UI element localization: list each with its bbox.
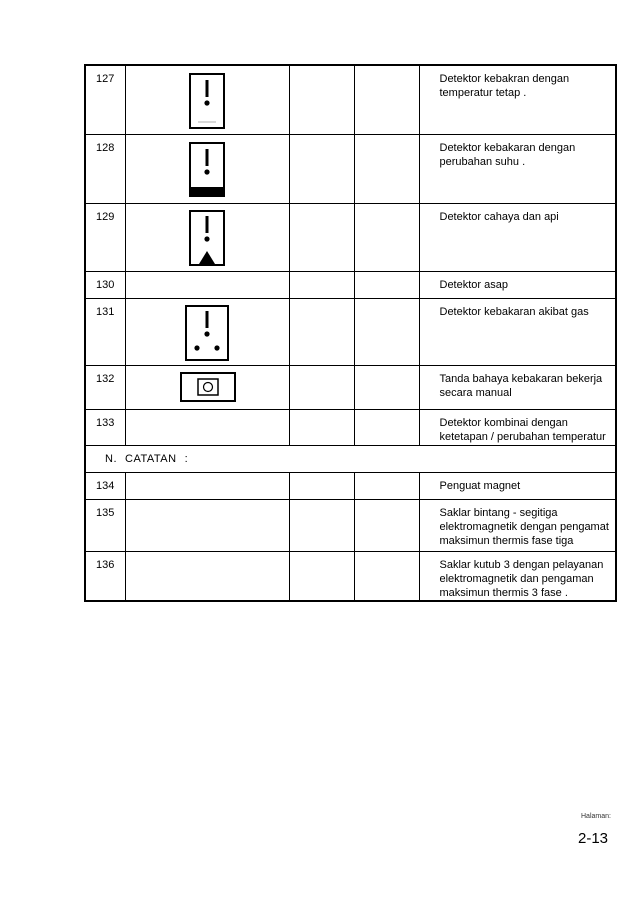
empty-cell	[289, 65, 354, 134]
row-number: 131	[85, 298, 125, 365]
row-description	[419, 271, 616, 298]
section-prefix: N.	[105, 452, 117, 465]
table-row	[85, 203, 616, 271]
empty-cell	[289, 203, 354, 271]
manual-call-point-icon	[180, 372, 236, 402]
row-number: 129	[85, 203, 125, 271]
row-number: 130	[85, 271, 125, 298]
symbol-cell	[125, 298, 289, 365]
description-line: ketetapan / perubahan temperatur	[439, 430, 606, 443]
description-line: Detektor kebakran dengan	[439, 73, 570, 85]
row-description	[419, 65, 616, 134]
empty-cell	[289, 365, 354, 409]
row-description	[419, 134, 616, 203]
empty-cell	[289, 409, 354, 445]
symbol-cell	[125, 409, 289, 445]
empty-cell	[354, 409, 419, 445]
description-line: Detektor kebakaran akibat gas	[439, 305, 589, 318]
symbol-cell	[125, 499, 289, 551]
empty-cell	[354, 65, 419, 134]
page-number: 2-13	[578, 830, 609, 847]
empty-cell	[289, 298, 354, 365]
empty-cell	[289, 271, 354, 298]
description-line: Saklar kutub 3 dengan pelayanan	[439, 558, 604, 571]
description-line: Saklar bintang - segitiga	[439, 506, 558, 519]
section-heading	[85, 445, 616, 472]
table-row	[85, 271, 616, 298]
table-row	[85, 298, 616, 365]
empty-cell	[289, 551, 354, 601]
description-line: Detektor asap	[439, 278, 508, 291]
symbol-cell	[125, 551, 289, 601]
table-row	[85, 134, 616, 203]
symbol-table	[84, 64, 617, 602]
table-row	[85, 472, 616, 499]
empty-cell	[354, 298, 419, 365]
row-description	[419, 499, 616, 551]
description-line: perubahan suhu .	[439, 155, 526, 168]
empty-cell	[354, 271, 419, 298]
empty-cell	[354, 134, 419, 203]
page-label: Halaman:	[581, 813, 611, 820]
symbol-cell	[125, 65, 289, 134]
description-line: temperatur tetap .	[439, 87, 527, 99]
section-label: CATATAN	[125, 452, 177, 465]
description-line: Penguat magnet	[439, 479, 521, 492]
empty-cell	[354, 551, 419, 601]
row-description	[419, 298, 616, 365]
empty-cell	[354, 365, 419, 409]
row-number: 128	[85, 134, 125, 203]
symbol-cell	[125, 365, 289, 409]
table-row	[85, 409, 616, 445]
section-colon: :	[184, 452, 189, 465]
table-row	[85, 499, 616, 551]
row-description	[419, 203, 616, 271]
empty-cell	[289, 134, 354, 203]
description-line: elektromagnetik dengan pengamat	[439, 520, 609, 533]
detector-fixed-temp-icon	[189, 73, 225, 129]
description-line: maksimun thermis 3 fase .	[439, 586, 568, 599]
empty-cell	[354, 472, 419, 499]
symbol-cell	[125, 203, 289, 271]
row-number: 136	[85, 551, 125, 601]
row-description	[419, 551, 616, 601]
row-number: 135	[85, 499, 125, 551]
detector-rate-of-rise-icon	[189, 142, 225, 197]
row-description	[419, 409, 616, 445]
empty-cell	[289, 499, 354, 551]
symbol-cell	[125, 134, 289, 203]
symbol-cell	[125, 472, 289, 499]
description-line: secara manual	[439, 386, 512, 399]
empty-cell	[354, 203, 419, 271]
table-row	[85, 365, 616, 409]
section-row	[85, 445, 616, 472]
row-number: 134	[85, 472, 125, 499]
empty-cell	[354, 499, 419, 551]
table-row	[85, 551, 616, 601]
table-row	[85, 65, 616, 134]
detector-flame-icon	[189, 210, 225, 266]
row-description	[419, 365, 616, 409]
description-line: maksimun thermis fase tiga	[439, 534, 574, 547]
symbol-table-container	[84, 64, 617, 602]
row-number: 127	[85, 65, 125, 134]
detector-gas-icon	[185, 305, 229, 361]
row-number: 133	[85, 409, 125, 445]
description-line: Detektor kombinai dengan	[439, 416, 568, 429]
empty-cell	[289, 472, 354, 499]
description-line: Tanda bahaya kebakaran bekerja	[439, 372, 603, 385]
description-line: Detektor kebakaran dengan	[439, 141, 576, 154]
row-number: 132	[85, 365, 125, 409]
description-line: elektromagnetik dan pengaman	[439, 572, 594, 585]
row-description	[419, 472, 616, 499]
description-line: Detektor cahaya dan api	[439, 210, 559, 223]
symbol-cell	[125, 271, 289, 298]
